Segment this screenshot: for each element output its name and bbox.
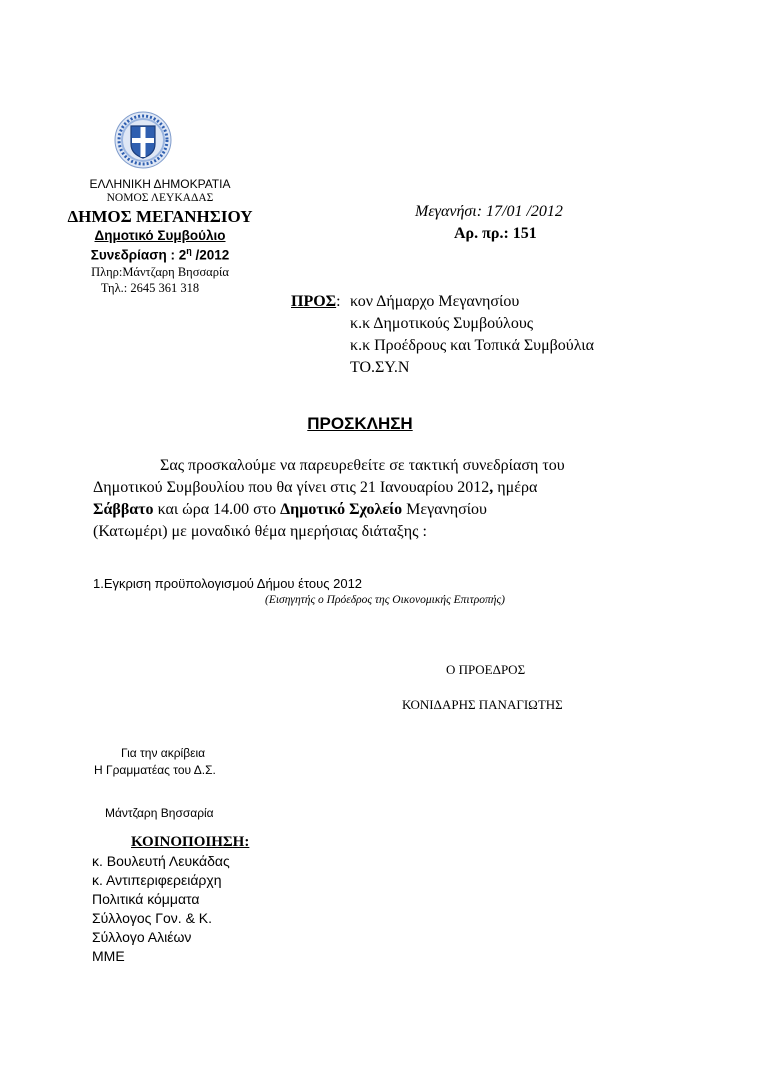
session-suffix: /2012 (191, 247, 230, 263)
signature-role: Ο ΠΡΟΕΔΡΟΣ (446, 662, 526, 677)
agenda-item: 1.Εγκριση προϋπολογισμού Δήμου έτους 2012 (93, 576, 363, 591)
meeting-day: Σάββατο (93, 501, 154, 518)
council-label: Δημοτικό Συμβούλιο (94, 228, 226, 243)
body-line-2-comma: , (489, 479, 494, 496)
agenda-rapporteur: (Εισηγητής ο Πρόεδρος της Οικονομικής Επιτροπής) (265, 594, 505, 606)
emblem-icon (113, 110, 173, 170)
recipients-label: ΠΡΟΣ (291, 293, 337, 310)
body-line-2 (93, 479, 537, 497)
secretary-name: Μάντζαρη Βησσαρία (105, 806, 214, 820)
distribution-item: κ. Αντιπεριφερειάρχη (92, 872, 222, 888)
certification-line-1: Για την ακρίβεια (121, 746, 206, 760)
date-line: Μεγανήσι: 17/01 /2012 (415, 203, 563, 220)
recipients-block (291, 293, 341, 311)
prefecture-label: ΝΟΜΟΣ ΛΕΥΚΑΔΑΣ (106, 192, 214, 204)
distribution-item: Πολιτικά κόμματα (92, 891, 200, 907)
recipient-item: κον Δήμαρχο Μεγανησίου (350, 293, 520, 310)
distribution-item: ΜΜΕ (92, 948, 125, 964)
certification-line-2: Η Γραμματέας του Δ.Σ. (94, 763, 216, 777)
body-line-4: (Κατωμέρι) με μοναδικό θέμα ημερήσιας διάταξης : (93, 523, 427, 540)
distribution-item: Σύλλογο Αλιέων (92, 929, 192, 945)
distribution-item: Σύλλογος Γον. & Κ. (92, 910, 213, 926)
recipient-item: κ.κ Προέδρους και Τοπικά Συμβούλια (350, 337, 594, 354)
protocol-number: Αρ. πρ.: 151 (454, 225, 537, 242)
recipient-item: ΤΟ.ΣΥ.Ν (350, 359, 410, 376)
meeting-venue-place: Μεγανησίου (402, 501, 487, 518)
body-line-2-main: Δημοτικού Συμβουλίου που θα γίνει στις 21 Ιανουαρίου 2012 (93, 479, 490, 496)
distribution-item: κ. Βουλευτή Λευκάδας (92, 853, 230, 869)
session-prefix: Συνεδρίαση : 2 (90, 247, 187, 263)
meeting-time: και ώρα 14.00 στο (153, 501, 281, 518)
signature-name: ΚΟΝΙΔΑΡΗΣ ΠΑΝΑΓΙΩΤΗΣ (402, 697, 563, 712)
recipients-colon: : (336, 293, 341, 310)
greek-state-emblem (113, 110, 173, 170)
phone-number: Τηλ.: 2645 361 318 (100, 281, 200, 295)
body-line-3 (93, 501, 487, 519)
session-label (60, 246, 260, 263)
document-title: ΠΡΟΣΚΛΗΣΗ (307, 414, 413, 433)
municipality-label: ΔΗΜΟΣ ΜΕΓΑΝΗΣΙΟΥ (67, 207, 253, 226)
meeting-venue: Δημοτικό Σχολείο (280, 501, 403, 518)
info-person: Πληρ:Μάντζαρη Βησσαρία (91, 265, 229, 279)
body-line-2-day-label: ημέρα (493, 479, 538, 496)
session-sup: η (186, 246, 192, 256)
recipient-item: κ.κ Δημοτικούς Συμβούλους (350, 315, 534, 332)
republic-label: ΕΛΛΗΝΙΚΗ ΔΗΜΟΚΡΑΤΙΑ (89, 177, 231, 191)
distribution-heading: ΚΟΙΝΟΠΟΙΗΣΗ: (131, 834, 250, 850)
body-line-1: Σας προσκαλούμε να παρευρεθείτε σε τακτική συνεδρίαση του (160, 457, 565, 474)
